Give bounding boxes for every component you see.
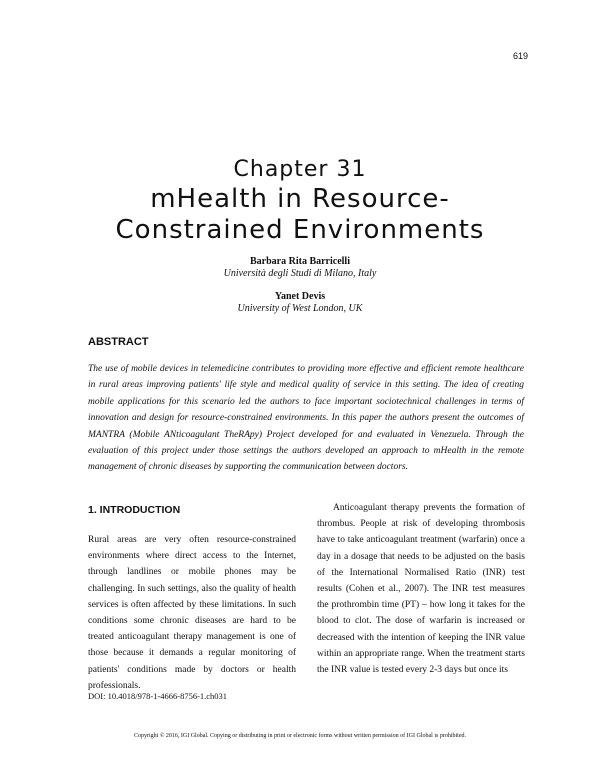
chapter-title (0, 184, 600, 246)
title-line-1: mHealth in Resource- (150, 184, 450, 214)
abstract-heading: ABSTRACT (88, 336, 149, 348)
intro-paragraph-left: Rural areas are very often resource-constrained environments where direct access to the Internet, through landlines or mobile phones may be challenging. In such settings, also the quality of health services is often affected by these limitations. In such conditions some chronic diseases are hard to be treated anticoagulant therapy management is one of those because it demands a regular monitoring of patients' conditions made by doctors or health professionals. (88, 535, 296, 691)
section-heading: 1. INTRODUCTION (88, 504, 181, 516)
page-number: 619 (512, 51, 528, 61)
abstract-text: The use of mobile devices in telemedicine contributes to providing more effective and efficient remote healthcare in rural areas improving patients' life style and medical quality of service in this setting. The idea of creating mobile applications for this scenario led the authors to face important sociotechnical challenges in terms of innovation and design for resource-constrained environments. In this paper the authors present the outcomes of MANTRA (Mobile ANticoagulant TheRApy) Project developed for and evaluated in Venezuela. Through the evaluation of this project under those settings the authors developed an approach to mHealth in the remote management of chronic diseases by supporting the communication between doctors. (88, 364, 524, 473)
intro-paragraph-right: Anticoagulant therapy prevents the formation of thrombus. People at risk of developing thrombosis have to take anticoagulant treatment (warfarin) once a day in a dosage that needs to be adjusted on the basis of the International Normalised Ratio (INR) test results (Cohen et al., 2007). The INR test measures the prothrombin time (PT) – how long it takes for the blood to clot. The dose of warfarin is increased or decreased with the intention of keeping the INR value within an appropriate range. When the treatment starts the INR value is tested every 2-3 days but once its (317, 503, 525, 676)
copyright-notice: Copyright © 2016, IGI Global. Copying or distributing in print or electronic forms without written permission of IGI Global is prohibited. (133, 733, 466, 739)
doi: DOI: 10.4018/978-1-4666-8756-1.ch031 (88, 691, 228, 701)
author-affiliation: Università degli Studi di Milano, Italy (223, 268, 377, 279)
title-line-2: Constrained Environments (115, 215, 485, 245)
author-name: Yanet Devis (274, 291, 326, 302)
author-name: Barbara Rita Barricelli (250, 256, 350, 267)
author-affiliation: University of West London, UK (237, 303, 363, 314)
chapter-label: Chapter 31 (233, 157, 367, 182)
